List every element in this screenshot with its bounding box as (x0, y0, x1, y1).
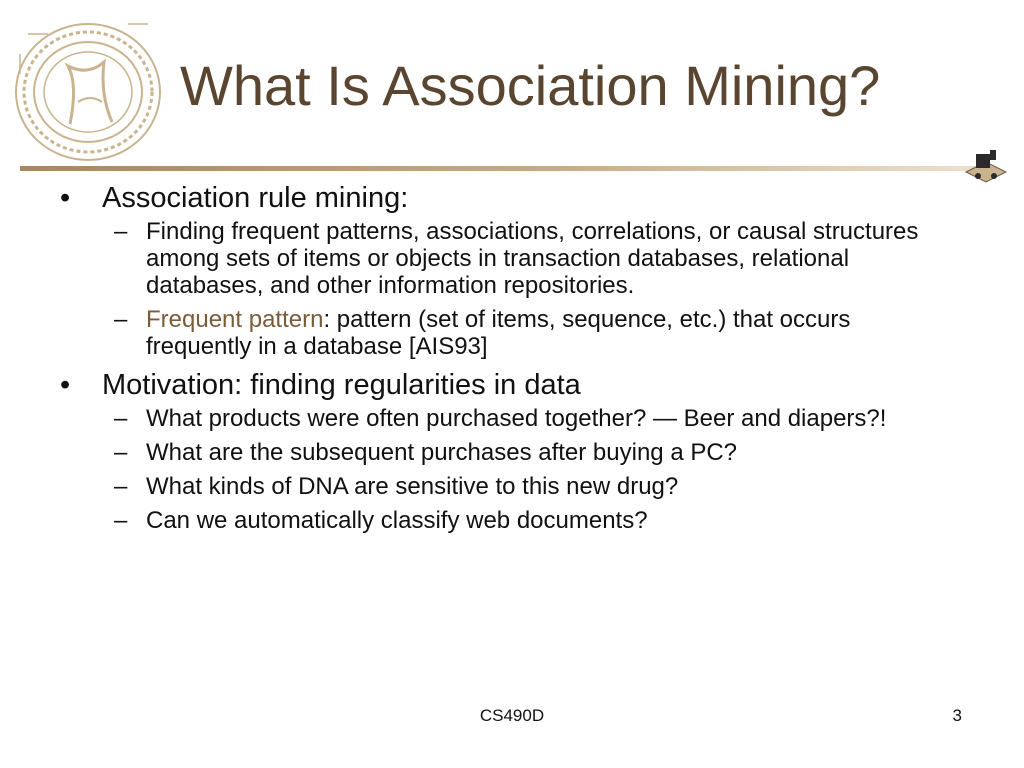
university-seal-icon (8, 14, 168, 164)
dash-marker: – (114, 405, 128, 432)
bullet-marker: • (60, 182, 71, 214)
sub-bullet-list (102, 218, 954, 360)
sub-bullet-dna (102, 473, 954, 500)
highlight-term: Frequent pattern (146, 306, 324, 333)
bullet-text: Motivation: finding regularities in data (102, 369, 581, 401)
title-divider (20, 166, 978, 171)
dash-marker: – (114, 218, 128, 245)
sub-bullet-beer-diapers (102, 405, 954, 432)
purdue-train-icon (962, 146, 1010, 190)
slide-number: 3 (952, 706, 962, 725)
slide-title: What Is Association Mining? (180, 54, 881, 117)
sub-bullet-list (102, 405, 954, 534)
sub-bullet-text: Can we automatically classify web documents? (146, 507, 648, 534)
sub-bullet-finding-patterns (102, 218, 954, 299)
sub-bullet-text: Finding frequent patterns, associations, correlations, or causal structures among sets of items or objects in transaction databases, relational databases, and other information repositories. (146, 218, 919, 299)
sub-bullet-text: What products were often purchased together? — Beer and diapers?! (146, 405, 887, 432)
dash-marker: – (114, 306, 128, 333)
sub-bullet-text: What are the subsequent purchases after buying a PC? (146, 439, 738, 466)
footer-course: CS490D (479, 706, 545, 725)
dash-marker: – (114, 439, 128, 466)
sub-bullet-pc-purchases (102, 439, 954, 466)
bullet-motivation (54, 367, 954, 403)
dash-marker: – (114, 507, 128, 534)
bullet-association-rule-mining (54, 180, 954, 216)
sub-bullet-text: : pattern (set of items, sequence, etc.) that occurs frequently in a database [AIS93] (146, 306, 851, 360)
sub-bullet-web-documents (102, 507, 954, 534)
sub-bullet-text: What kinds of DNA are sensitive to this new drug? (146, 473, 679, 500)
dash-marker: – (114, 473, 128, 500)
bullet-marker: • (60, 369, 71, 401)
slide-body (54, 180, 954, 541)
sub-bullet-frequent-pattern (102, 306, 954, 360)
bullet-text: Association rule mining: (102, 182, 409, 214)
